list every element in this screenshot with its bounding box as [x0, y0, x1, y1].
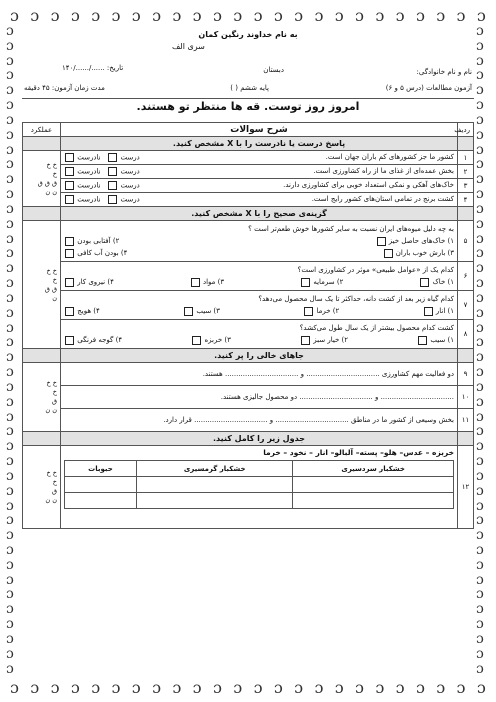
binding-ring: ɔ — [375, 6, 385, 25]
school-label: دبستان — [263, 66, 284, 74]
col-questions-header: شرح سوالات — [61, 123, 458, 137]
series-label: سری الف — [172, 42, 205, 51]
binding-ring: ɔ — [131, 6, 141, 25]
binding-ring: ɔ — [476, 645, 484, 662]
binding-ring: ɔ — [6, 37, 14, 54]
question-number: ۵ — [458, 221, 474, 262]
binding-ring: ɔ — [476, 23, 484, 39]
binding-ring: ɔ — [6, 156, 14, 173]
answer-cell[interactable] — [136, 493, 292, 509]
answer-cell[interactable] — [65, 477, 137, 493]
question-number: ۶ — [458, 262, 474, 291]
binding-ring: ɔ — [6, 334, 14, 351]
binding-ring: ɔ — [476, 601, 484, 618]
date-label: تاریخ: ....../....../۱۴۰ — [62, 64, 124, 72]
binding-ring: ɔ — [476, 512, 484, 529]
false-checkbox[interactable] — [65, 167, 74, 176]
option-label: ۴) گوجه فرنگی — [77, 336, 123, 344]
binding-ring: ɔ — [476, 97, 484, 114]
binding-ring: ɔ — [476, 215, 484, 232]
header-cold-nuts: خشکبار سردسیری — [293, 461, 454, 477]
option-checkbox[interactable] — [304, 307, 313, 316]
binding-ring: ɔ — [476, 275, 484, 292]
binding-ring: ɔ — [355, 678, 365, 697]
answer-cell[interactable] — [65, 493, 137, 509]
binding-ring: ɔ — [476, 616, 484, 633]
binding-ring: ɔ — [476, 527, 484, 544]
binding-ring: ɔ — [6, 230, 14, 247]
binding-ring: ɔ — [476, 141, 484, 158]
binding-ring: ɔ — [6, 393, 14, 410]
binding-ring: ɔ — [6, 645, 14, 662]
option-label: ۱) خاک — [432, 278, 454, 286]
binding-ring: ɔ — [6, 349, 14, 366]
binding-ring: ɔ — [476, 571, 484, 588]
binding-ring: ɔ — [476, 126, 484, 143]
binding-ring: ɔ — [6, 541, 14, 558]
option-label: ۳) مواد — [203, 278, 225, 286]
binding-ring: ɔ — [6, 304, 14, 321]
evaluation-cell — [23, 363, 61, 432]
evaluation-cell — [23, 221, 61, 349]
binding-ring: ɔ — [91, 6, 101, 25]
binding-ring: ɔ — [152, 678, 162, 697]
binding-ring: ɔ — [476, 556, 484, 573]
col-row-header: ردیف — [458, 123, 474, 137]
binding-ring: ɔ — [6, 616, 14, 633]
binding-ring: ɔ — [50, 6, 60, 25]
binding-ring: ɔ — [50, 678, 60, 697]
option-label: ۳) بارش خوب باران — [395, 249, 454, 257]
binding-ring: ɔ — [476, 67, 484, 84]
option-label: ۲) خرما — [316, 307, 340, 315]
option-label: ۲) خیار سبز — [313, 336, 349, 344]
binding-ring: ɔ — [476, 678, 486, 697]
option-label: ۱) خاک‌های حاصل خیز — [388, 237, 454, 245]
binding-ring: ɔ — [6, 556, 14, 573]
spiral-binding-right — [476, 24, 490, 676]
binding-ring: ɔ — [91, 678, 101, 697]
evaluation-cell — [23, 151, 61, 207]
option-checkbox[interactable] — [301, 278, 310, 287]
binding-ring: ɔ — [476, 408, 484, 425]
motto: امروز روز توست. قه ها منتظر تو هستند. — [136, 100, 360, 113]
spiral-binding-bottom — [10, 678, 486, 698]
binding-ring: ɔ — [476, 171, 484, 188]
question-text: کشت برنج در تمامی استان‌های کشور رایج است. — [311, 195, 454, 203]
binding-ring: ɔ — [111, 6, 121, 25]
binding-ring: ɔ — [253, 6, 263, 25]
binding-ring: ɔ — [6, 586, 14, 603]
exam-sheet — [22, 28, 474, 674]
binding-ring: ɔ — [334, 6, 344, 25]
question-text: خاک‌های آهکی و نمکی استعداد خوبی برای کشاورزی دارند. — [283, 181, 454, 189]
binding-ring: ɔ — [476, 378, 484, 395]
exam-header — [22, 28, 474, 120]
section-title-multiple-choice: گزینه‌ی صحیح را با X مشخص کنید. — [61, 207, 458, 221]
binding-ring: ɔ — [10, 678, 19, 697]
option-label: ۲) آفتابی بودن — [77, 237, 120, 245]
binding-ring: ɔ — [273, 678, 283, 697]
false-checkbox[interactable] — [65, 181, 74, 190]
fill-blank-text[interactable]: ................................. و ................................. دو محصول جالیزی هستند. — [220, 393, 454, 401]
false-label: نادرست — [77, 195, 101, 204]
false-label: نادرست — [77, 181, 101, 190]
binding-ring: ɔ — [6, 527, 14, 544]
binding-ring: ɔ — [476, 319, 484, 336]
binding-ring: ɔ — [476, 393, 484, 410]
binding-ring: ɔ — [6, 289, 14, 306]
binding-ring: ɔ — [6, 23, 14, 39]
binding-ring: ɔ — [6, 453, 14, 470]
true-checkbox[interactable] — [108, 195, 117, 204]
question-text: کشت کدام محصول بیشتر از یک سال طول می‌کشد؟ — [299, 324, 454, 332]
binding-ring: ɔ — [375, 678, 385, 697]
option-label: ۳) خربزه — [204, 336, 231, 344]
option-label: ۱) انار — [435, 307, 454, 315]
binding-ring: ɔ — [253, 678, 263, 697]
binding-ring: ɔ — [294, 6, 304, 25]
binding-ring: ɔ — [6, 571, 14, 588]
question-text: بخش عمده‌ای از غذای ما از راه کشاورزی است. — [313, 167, 454, 175]
binding-ring: ɔ — [6, 364, 14, 381]
binding-ring: ɔ — [476, 467, 484, 484]
true-label: درست — [120, 167, 140, 176]
question-number: ۷ — [458, 291, 474, 320]
answer-cell[interactable] — [136, 477, 292, 493]
spiral-binding-top — [10, 6, 486, 26]
true-label: درست — [120, 181, 140, 190]
binding-ring: ɔ — [6, 260, 14, 277]
false-label: نادرست — [77, 167, 101, 176]
col-performance-header: عملکرد — [23, 123, 61, 137]
option-checkbox[interactable] — [418, 336, 427, 345]
binding-ring: ɔ — [476, 438, 484, 455]
binding-ring: ɔ — [6, 512, 14, 529]
option-label: ۱) سیب — [430, 336, 454, 344]
binding-ring: ɔ — [10, 6, 19, 25]
option-checkbox[interactable] — [301, 336, 310, 345]
binding-ring: ɔ — [6, 408, 14, 425]
true-checkbox[interactable] — [108, 167, 117, 176]
binding-ring: ɔ — [6, 215, 14, 232]
binding-ring: ɔ — [30, 6, 40, 25]
binding-ring: ɔ — [233, 6, 243, 25]
true-label: درست — [120, 195, 140, 204]
binding-ring: ɔ — [476, 37, 484, 54]
binding-ring: ɔ — [6, 467, 14, 484]
fill-blank-text[interactable]: بخش وسیعی از کشور ما در مناطق ................................. و ................................. قرار دارد. — [163, 416, 454, 424]
option-checkbox[interactable] — [65, 336, 74, 345]
exam-title: آزمون مطالعات (درس ۵ و ۶) — [385, 84, 472, 92]
binding-ring: ɔ — [476, 304, 484, 321]
binding-ring: ɔ — [6, 497, 14, 514]
binding-ring: ɔ — [212, 678, 222, 697]
answer-cell[interactable] — [293, 493, 454, 509]
binding-ring: ɔ — [6, 438, 14, 455]
binding-ring: ɔ — [415, 6, 425, 25]
eval-marks: خ خ خ ق ق ق ن ن — [37, 160, 57, 196]
option-checkbox[interactable] — [384, 249, 393, 258]
eval-marks: خ خ خ ق ن ن — [45, 469, 57, 504]
binding-ring: ɔ — [172, 6, 182, 25]
binding-ring: ɔ — [6, 186, 14, 203]
option-checkbox[interactable] — [184, 307, 193, 316]
question-text: کدام یک از «عوامل طبیعی» موثر در کشاورزی است؟ — [297, 266, 454, 274]
option-checkbox[interactable] — [191, 278, 200, 287]
false-label: نادرست — [77, 153, 101, 162]
binding-ring: ɔ — [314, 6, 324, 25]
question-number: ۱۲ — [458, 446, 474, 529]
header-legumes: حبوبات — [65, 461, 137, 477]
binding-ring: ɔ — [273, 6, 283, 25]
section-title-true-false: پاسخ درست یا نادرست را با X مشخص کنید. — [61, 137, 458, 151]
section-title-fill-blanks: جاهای خالی را پر کنید. — [61, 349, 458, 363]
binding-ring: ɔ — [476, 186, 484, 203]
answer-cell[interactable] — [293, 477, 454, 493]
binding-ring: ɔ — [6, 601, 14, 618]
true-checkbox[interactable] — [108, 181, 117, 190]
eval-marks: خ خ خ ق ق ن — [44, 266, 57, 302]
duration-label: مدت زمان آزمون: ۴۵ دقیقه — [24, 84, 105, 92]
name-label: نام و نام خانوادگی: — [416, 68, 472, 76]
binding-ring: ɔ — [476, 349, 484, 366]
question-number: ۱۰ — [458, 386, 474, 409]
binding-ring: ɔ — [436, 678, 446, 697]
binding-ring: ɔ — [476, 6, 486, 25]
binding-ring: ɔ — [70, 6, 80, 25]
binding-ring: ɔ — [456, 678, 466, 697]
binding-ring: ɔ — [476, 630, 484, 647]
option-checkbox[interactable] — [65, 237, 74, 246]
binding-ring: ɔ — [294, 678, 304, 697]
questions-table — [22, 122, 474, 529]
binding-ring: ɔ — [6, 319, 14, 336]
binding-ring: ɔ — [334, 678, 344, 697]
binding-ring: ɔ — [30, 678, 40, 697]
question-text: به چه دلیل میوه‌های ایران نسبت به سایر کشورها خوش طعم‌تر است ؟ — [248, 225, 454, 233]
option-checkbox[interactable] — [65, 278, 74, 287]
binding-ring: ɔ — [476, 260, 484, 277]
fill-blank-text[interactable]: دو فعالیت مهم کشاورزی ................................. و ................................. هستند. — [202, 370, 454, 378]
binding-ring: ɔ — [476, 453, 484, 470]
question-number: ۱ — [458, 151, 474, 165]
option-checkbox[interactable] — [192, 336, 201, 345]
binding-ring: ɔ — [314, 678, 324, 697]
true-checkbox[interactable] — [108, 153, 117, 162]
option-checkbox[interactable] — [65, 249, 74, 258]
option-label: ۲) سرمایه — [313, 278, 344, 286]
false-checkbox[interactable] — [65, 153, 74, 162]
question-text: کشور ما جز کشورهای کم باران جهان است. — [325, 153, 454, 161]
binding-ring: ɔ — [476, 200, 484, 217]
binding-ring: ɔ — [476, 541, 484, 558]
question-number: ۳ — [458, 179, 474, 193]
table-word-list: خربزه – عدس– هلو– پسته– آلبالو– انار – نخود – خرما — [263, 448, 454, 457]
question-number: ۴ — [458, 193, 474, 207]
binding-ring: ɔ — [6, 423, 14, 440]
binding-ring: ɔ — [6, 200, 14, 217]
section-title-table: جدول زیر را کامل کنید. — [61, 432, 458, 446]
binding-ring: ɔ — [192, 678, 202, 697]
binding-ring: ɔ — [476, 586, 484, 603]
binding-ring: ɔ — [355, 6, 365, 25]
option-checkbox[interactable] — [65, 307, 74, 316]
option-checkbox[interactable] — [420, 278, 429, 287]
false-checkbox[interactable] — [65, 195, 74, 204]
binding-ring: ɔ — [476, 423, 484, 440]
basmala: به نام خداوند رنگین کمان — [198, 30, 298, 39]
binding-ring: ɔ — [436, 6, 446, 25]
binding-ring: ɔ — [233, 678, 243, 697]
binding-ring: ɔ — [192, 6, 202, 25]
question-text: کدام گیاه زیر بعد از کشت دانه، حداکثر تا یک سال محصول می‌دهد؟ — [258, 295, 454, 303]
binding-ring: ɔ — [6, 141, 14, 158]
grade-label: پایه ششم ( ) — [230, 84, 269, 92]
binding-ring: ɔ — [415, 678, 425, 697]
binding-ring: ɔ — [172, 678, 182, 697]
binding-ring: ɔ — [6, 52, 14, 69]
binding-ring: ɔ — [6, 82, 14, 99]
binding-ring: ɔ — [395, 6, 405, 25]
binding-ring: ɔ — [476, 245, 484, 262]
binding-ring: ɔ — [6, 245, 14, 262]
binding-ring: ɔ — [6, 275, 14, 292]
binding-ring: ɔ — [6, 660, 14, 677]
binding-ring: ɔ — [476, 156, 484, 173]
classification-table — [64, 460, 454, 509]
evaluation-cell — [23, 446, 61, 529]
question-number: ۲ — [458, 165, 474, 179]
binding-ring: ɔ — [111, 678, 121, 697]
header-warm-nuts: خشکبار گرمسیری — [136, 461, 292, 477]
option-checkbox[interactable] — [424, 307, 433, 316]
binding-ring: ɔ — [212, 6, 222, 25]
binding-ring: ɔ — [476, 334, 484, 351]
binding-ring: ɔ — [476, 82, 484, 99]
binding-ring: ɔ — [456, 6, 466, 25]
binding-ring: ɔ — [6, 97, 14, 114]
binding-ring: ɔ — [6, 126, 14, 143]
binding-ring: ɔ — [476, 230, 484, 247]
binding-ring: ɔ — [476, 111, 484, 128]
question-number: ۹ — [458, 363, 474, 386]
binding-ring: ɔ — [70, 678, 80, 697]
option-label: ۴) هویج — [77, 307, 100, 315]
spiral-binding-left — [6, 24, 20, 676]
binding-ring: ɔ — [152, 6, 162, 25]
binding-ring: ɔ — [6, 67, 14, 84]
option-label: ۳) سیب — [196, 307, 220, 315]
eval-marks: خ خ خ ق ن ن — [45, 379, 57, 414]
option-checkbox[interactable] — [377, 237, 386, 246]
binding-ring: ɔ — [476, 289, 484, 306]
option-label: ۴) نیروی کار — [77, 278, 114, 286]
question-number: ۸ — [458, 320, 474, 349]
true-label: درست — [120, 153, 140, 162]
option-label: ۴) بودن آب کافی — [77, 249, 128, 257]
binding-ring: ɔ — [6, 482, 14, 499]
binding-ring: ɔ — [476, 482, 484, 499]
binding-ring: ɔ — [476, 364, 484, 381]
question-number: ۱۱ — [458, 409, 474, 432]
binding-ring: ɔ — [395, 678, 405, 697]
binding-ring: ɔ — [476, 660, 484, 677]
binding-ring: ɔ — [131, 678, 141, 697]
binding-ring: ɔ — [6, 378, 14, 395]
binding-ring: ɔ — [6, 171, 14, 188]
binding-ring: ɔ — [6, 111, 14, 128]
binding-ring: ɔ — [476, 52, 484, 69]
binding-ring: ɔ — [476, 497, 484, 514]
binding-ring: ɔ — [6, 630, 14, 647]
